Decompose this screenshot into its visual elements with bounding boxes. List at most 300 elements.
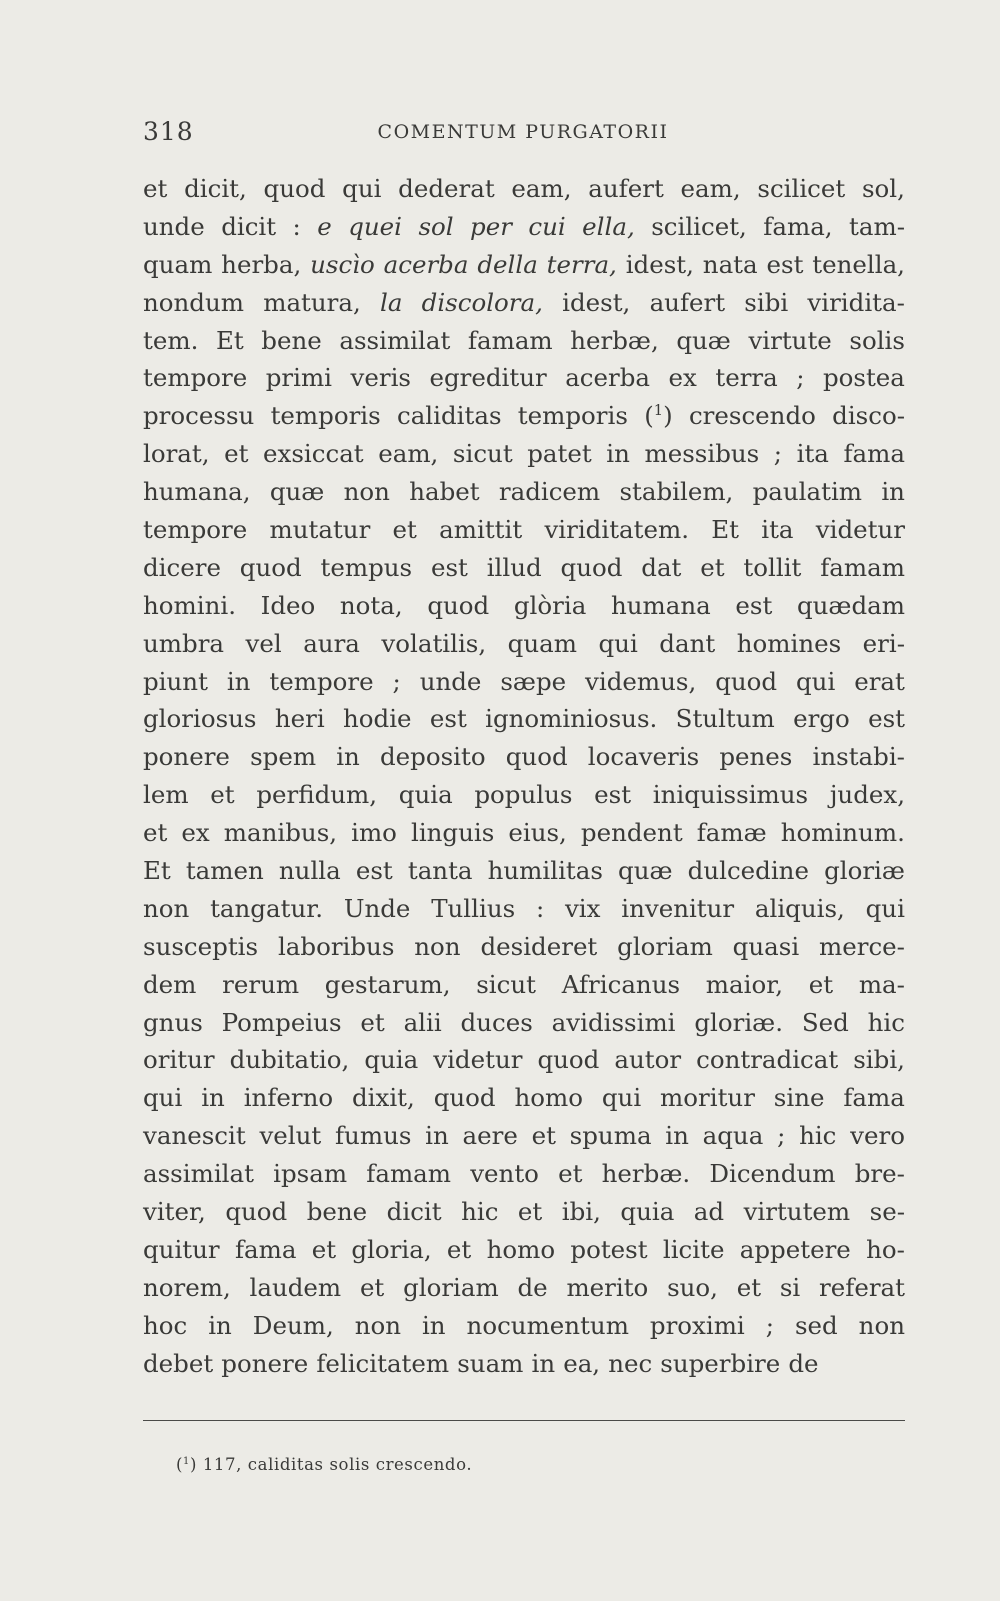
- word: de: [517, 1272, 548, 1302]
- word: se-: [869, 1197, 905, 1227]
- word: glòria: [513, 590, 587, 620]
- footnote-rule: [143, 1420, 905, 1421]
- word: quam: [143, 249, 213, 279]
- word: iniquissimus: [652, 780, 809, 810]
- word: illud: [486, 552, 542, 582]
- text-line: [143, 511, 905, 549]
- word: ma-: [858, 969, 905, 999]
- word: nata: [702, 249, 758, 279]
- text-line: [143, 738, 905, 776]
- running-head: [143, 117, 903, 157]
- word: quam: [507, 628, 577, 658]
- word: ponere: [143, 742, 230, 772]
- word: locaveris: [587, 742, 700, 772]
- word: discolora,: [421, 287, 543, 317]
- word: sæpe: [500, 666, 567, 696]
- word: fama: [234, 1234, 297, 1264]
- text-line: [143, 1193, 905, 1231]
- text-line: [143, 208, 905, 246]
- word: Et: [711, 515, 739, 545]
- word: qui: [601, 1083, 642, 1113]
- word: sicut: [476, 969, 536, 999]
- word: viter,: [143, 1197, 206, 1227]
- word: tanta: [407, 856, 473, 886]
- word: exsiccat: [263, 439, 364, 469]
- word: Ideo: [260, 590, 316, 620]
- word: quei: [348, 211, 402, 241]
- word: et: [210, 780, 235, 810]
- word: et: [224, 439, 249, 469]
- word: ho-: [866, 1234, 905, 1264]
- word: oritur: [143, 1045, 215, 1075]
- word: quæ: [269, 477, 325, 507]
- word: fama: [843, 1083, 905, 1113]
- word: quod: [239, 552, 302, 582]
- word: homo: [486, 1234, 556, 1264]
- footnote: ($^1$) 117, caliditas solis crescendo.: [176, 1455, 473, 1474]
- word: ;: [765, 1310, 774, 1340]
- word: radicem: [498, 477, 601, 507]
- word: suam: [457, 1348, 524, 1378]
- word: est: [868, 704, 905, 734]
- word: :: [292, 211, 301, 241]
- word: umbra: [143, 628, 225, 658]
- word: quia: [398, 780, 453, 810]
- word: per: [470, 211, 512, 241]
- word: dicit,: [184, 174, 247, 203]
- word: susceptis: [143, 931, 259, 961]
- word: paulatim: [752, 477, 863, 507]
- text-line: [143, 625, 905, 663]
- word: alii: [403, 1007, 442, 1037]
- word: quasi: [732, 931, 800, 961]
- word: aura: [303, 628, 360, 658]
- word: virtute: [748, 325, 832, 355]
- word: suo,: [667, 1272, 718, 1302]
- word: :: [535, 893, 545, 923]
- word: in: [606, 439, 630, 469]
- word: non: [143, 893, 190, 923]
- word: Et: [143, 856, 171, 886]
- word: est: [766, 249, 804, 279]
- word: tam-: [849, 211, 905, 241]
- word: gloriam: [403, 1272, 499, 1302]
- word: licite: [662, 1234, 725, 1264]
- word: ergo: [793, 704, 850, 734]
- text-line: [143, 587, 905, 625]
- word: laudem: [249, 1272, 342, 1302]
- text-line: [143, 359, 905, 397]
- word: nondum: [143, 287, 245, 317]
- word: stabilem,: [619, 477, 734, 507]
- word: herbæ,: [570, 325, 659, 355]
- body-text: [143, 170, 905, 1383]
- word: quod: [560, 552, 623, 582]
- word: quædam: [796, 590, 905, 620]
- word: nota,: [339, 590, 403, 620]
- word: e: [317, 211, 332, 241]
- word: dulcedine: [687, 856, 809, 886]
- word: erat: [854, 666, 905, 696]
- text-line: [143, 700, 905, 738]
- word: sibi: [744, 287, 789, 317]
- text-line: [143, 435, 905, 473]
- word: idest,: [625, 249, 694, 279]
- word: volatilis,: [381, 628, 487, 658]
- text-line: [143, 966, 905, 1004]
- word: aufert: [588, 174, 664, 203]
- word: gloriæ: [824, 856, 905, 886]
- text-line: [143, 1079, 905, 1117]
- word: debet: [143, 1348, 214, 1378]
- text-line: [143, 1345, 905, 1383]
- word: disco-: [832, 401, 905, 431]
- word: matura,: [263, 287, 361, 317]
- word: velut: [259, 1121, 322, 1151]
- word: manibus,: [223, 818, 338, 848]
- word: spuma: [569, 1121, 652, 1151]
- word: tempus: [320, 552, 413, 582]
- word: tempore: [143, 363, 248, 393]
- text-line: [143, 1231, 905, 1269]
- word: primi: [265, 363, 333, 393]
- word: laboribus: [277, 931, 395, 961]
- word: perfidum,: [256, 780, 378, 810]
- word: dem: [143, 969, 197, 999]
- word: aqua: [702, 1121, 764, 1151]
- word: desideret: [480, 931, 598, 961]
- word: hoc: [143, 1310, 188, 1340]
- word: cui: [528, 211, 566, 241]
- word: quod: [263, 174, 326, 203]
- word: aere: [462, 1121, 518, 1151]
- word: ibi,: [561, 1197, 601, 1227]
- word: hic: [867, 1007, 905, 1037]
- word: avidissimi: [551, 1007, 676, 1037]
- word: eius,: [508, 818, 567, 848]
- word: quod: [715, 666, 778, 696]
- word: mutatur: [269, 515, 371, 545]
- word: fama: [843, 439, 905, 469]
- word: moritur: [660, 1083, 755, 1113]
- word: terra: [715, 363, 778, 393]
- word: ;: [777, 1121, 786, 1151]
- word: quod: [427, 590, 490, 620]
- text-line: [143, 397, 905, 435]
- text-line: [143, 549, 905, 587]
- text-line: [143, 814, 905, 852]
- word: sibi,: [853, 1045, 905, 1075]
- word: gloriam: [617, 931, 713, 961]
- word: norem,: [143, 1272, 231, 1302]
- word: humana,: [143, 477, 251, 507]
- word: acerba: [565, 363, 651, 393]
- word: nec: [608, 1348, 653, 1378]
- word: fama,: [763, 211, 833, 241]
- word: et: [808, 969, 834, 999]
- word: temporis: [270, 401, 381, 431]
- word: idest,: [562, 287, 631, 317]
- word: imo: [351, 818, 397, 848]
- word: homines: [736, 628, 842, 658]
- word: instabi-: [812, 742, 905, 772]
- word: et: [736, 1272, 762, 1302]
- word: viriditatem.: [544, 515, 690, 545]
- word: crescendo: [688, 401, 816, 431]
- word: eam,: [511, 174, 572, 203]
- word: eam,: [680, 174, 741, 203]
- word: aufert: [649, 287, 726, 317]
- word: homo: [514, 1083, 583, 1113]
- word: et: [359, 1272, 385, 1302]
- word: humana: [610, 590, 711, 620]
- word: et: [700, 552, 725, 582]
- word: acerba: [383, 249, 469, 279]
- word: dicere: [143, 552, 221, 582]
- word: populus: [474, 780, 573, 810]
- text-line: [143, 284, 905, 322]
- word: gloria,: [351, 1234, 432, 1264]
- word: videtur: [815, 515, 905, 545]
- word: nulla: [278, 856, 341, 886]
- word: Et: [215, 325, 244, 355]
- word: vel: [245, 628, 282, 658]
- word: penes: [719, 742, 793, 772]
- word: non: [354, 1310, 402, 1340]
- word: humilitas: [487, 856, 603, 886]
- word: quitur: [143, 1234, 220, 1264]
- word: assimilat: [339, 325, 451, 355]
- word: bre-: [854, 1159, 905, 1189]
- word: habet: [409, 477, 480, 507]
- word: dicit: [221, 211, 277, 241]
- word: pendent: [580, 818, 683, 848]
- word: in: [881, 477, 905, 507]
- word: uscìo: [310, 249, 375, 279]
- word: lorat,: [143, 439, 210, 469]
- word: quod: [505, 742, 568, 772]
- word: ea,: [563, 1348, 601, 1378]
- word: bene: [261, 325, 322, 355]
- word: famam: [820, 552, 905, 582]
- word: Africanus: [561, 969, 681, 999]
- text-line: [143, 322, 905, 360]
- word: qui: [796, 666, 836, 696]
- word: dubitatio,: [229, 1045, 350, 1075]
- word: quod: [433, 1083, 496, 1113]
- word: in: [336, 742, 360, 772]
- word: in: [208, 1310, 232, 1340]
- text-line: [143, 1307, 905, 1345]
- word: hodie: [342, 704, 412, 734]
- word: scilicet: [757, 174, 846, 203]
- word: est: [430, 552, 468, 582]
- word: et: [360, 1007, 385, 1037]
- word: si: [779, 1272, 801, 1302]
- word: Dicendum: [709, 1159, 836, 1189]
- word: merito: [566, 1272, 649, 1302]
- word: viridita-: [807, 287, 905, 317]
- word: famæ: [696, 818, 767, 848]
- word: messibus: [644, 439, 760, 469]
- word: processu: [143, 401, 255, 431]
- word: famam: [366, 1159, 452, 1189]
- word: merce-: [819, 931, 905, 961]
- word: herbæ.: [601, 1159, 691, 1189]
- word: hic: [461, 1197, 499, 1227]
- word: assimilat: [143, 1159, 254, 1189]
- word: quod: [537, 1045, 600, 1075]
- text-line: [143, 1269, 905, 1307]
- word: nocumentum: [466, 1310, 629, 1340]
- word: ex: [181, 818, 210, 848]
- word: gestarum,: [324, 969, 451, 999]
- word: referat: [819, 1272, 905, 1302]
- word: ita: [796, 439, 829, 469]
- word: dicit: [386, 1197, 442, 1227]
- word: ex: [668, 363, 697, 393]
- word: tangatur.: [210, 893, 324, 923]
- word: videtur: [433, 1045, 523, 1075]
- word: Tullius: [431, 893, 516, 923]
- word: rerum: [222, 969, 300, 999]
- word: in: [226, 666, 251, 696]
- word: est: [735, 590, 773, 620]
- page-number: 318: [143, 117, 194, 146]
- word: quia: [364, 1045, 419, 1075]
- word: superbire: [660, 1348, 781, 1378]
- word: Unde: [343, 893, 411, 923]
- word: ponere: [221, 1348, 309, 1378]
- word: temporis: [517, 401, 628, 431]
- word: appetere: [739, 1234, 851, 1264]
- word: est: [355, 856, 393, 886]
- text-line: [143, 1041, 905, 1079]
- word: tamen: [185, 856, 264, 886]
- word: postea: [822, 363, 905, 393]
- word: quia: [620, 1197, 675, 1227]
- running-title: COMENTUM PURGATORII: [377, 121, 669, 143]
- word: sed: [794, 1310, 838, 1340]
- text-line: [143, 1117, 905, 1155]
- text-line: [143, 473, 905, 511]
- word: autor: [614, 1045, 682, 1075]
- word: contradicat: [696, 1045, 839, 1075]
- word: tempore: [269, 666, 374, 696]
- word: linguis: [410, 818, 495, 848]
- word: qui: [342, 174, 382, 203]
- word: et: [311, 1234, 337, 1264]
- word: vix: [564, 893, 601, 923]
- word: non: [414, 931, 461, 961]
- word: sine: [773, 1083, 825, 1113]
- word: gloriæ.: [694, 1007, 783, 1037]
- word: ipsam: [273, 1159, 348, 1189]
- word: vanescit: [143, 1121, 246, 1151]
- word: Stultum: [675, 704, 775, 734]
- word: sol,: [861, 174, 905, 203]
- word: eam,: [378, 439, 439, 469]
- word: terra,: [546, 249, 617, 279]
- word: tempore: [143, 515, 248, 545]
- word: et: [558, 1159, 583, 1189]
- word: ;: [392, 666, 401, 696]
- word: et: [517, 1197, 543, 1227]
- word: in: [665, 1121, 689, 1151]
- word: non: [343, 477, 390, 507]
- word: egreditur: [429, 363, 547, 393]
- word: potest: [570, 1234, 648, 1264]
- word: ella,: [582, 211, 635, 241]
- text-line: [143, 663, 905, 701]
- word: veris: [350, 363, 411, 393]
- word: unde: [419, 666, 482, 696]
- text-line: [143, 170, 905, 208]
- text-line: [143, 928, 905, 966]
- word: gloriosus: [143, 704, 257, 734]
- word: duces: [460, 1007, 533, 1037]
- word: gnus: [143, 1007, 203, 1037]
- word: Pompeius: [221, 1007, 342, 1037]
- word: hic: [799, 1121, 837, 1151]
- text-line: [143, 1155, 905, 1193]
- word: quæ: [676, 325, 731, 355]
- text-line: [143, 776, 905, 814]
- word: fumus: [334, 1121, 412, 1151]
- word: quod: [225, 1197, 288, 1227]
- word: amittit: [439, 515, 523, 545]
- word: et: [446, 1234, 472, 1264]
- word: in: [201, 1083, 225, 1113]
- text-line: [143, 246, 905, 284]
- text-line: [143, 890, 905, 928]
- word: vero: [850, 1121, 905, 1151]
- word: la: [380, 287, 403, 317]
- footnote-mark: 1: [183, 1456, 190, 1468]
- word: tem.: [143, 325, 199, 355]
- word: est: [594, 780, 632, 810]
- word: dederat: [398, 174, 495, 203]
- word: tenella,: [812, 249, 905, 279]
- text-line: [143, 1004, 905, 1042]
- word: lem: [143, 780, 189, 810]
- word: bene: [306, 1197, 368, 1227]
- word: ;: [796, 363, 805, 393]
- word: ;: [773, 439, 783, 469]
- word: Deum,: [252, 1310, 334, 1340]
- word: videmus,: [585, 666, 697, 696]
- word: qui: [865, 893, 905, 923]
- word: est: [429, 704, 467, 734]
- word: et: [392, 515, 417, 545]
- word: vento: [470, 1159, 539, 1189]
- word: ad: [693, 1197, 725, 1227]
- word: herba,: [221, 249, 302, 279]
- word: della: [477, 249, 538, 279]
- word: Sed: [801, 1007, 849, 1037]
- word: dixit,: [352, 1083, 415, 1113]
- word: patet: [527, 439, 592, 469]
- word: et: [531, 1121, 556, 1151]
- word: aliquis,: [754, 893, 845, 923]
- word: quæ: [618, 856, 673, 886]
- word: felicitatem: [316, 1348, 450, 1378]
- word: sol: [418, 211, 454, 241]
- word: qui: [598, 628, 638, 658]
- word: ($^1$): [644, 401, 673, 431]
- word: in: [421, 1310, 446, 1340]
- word: hominum.: [780, 818, 905, 848]
